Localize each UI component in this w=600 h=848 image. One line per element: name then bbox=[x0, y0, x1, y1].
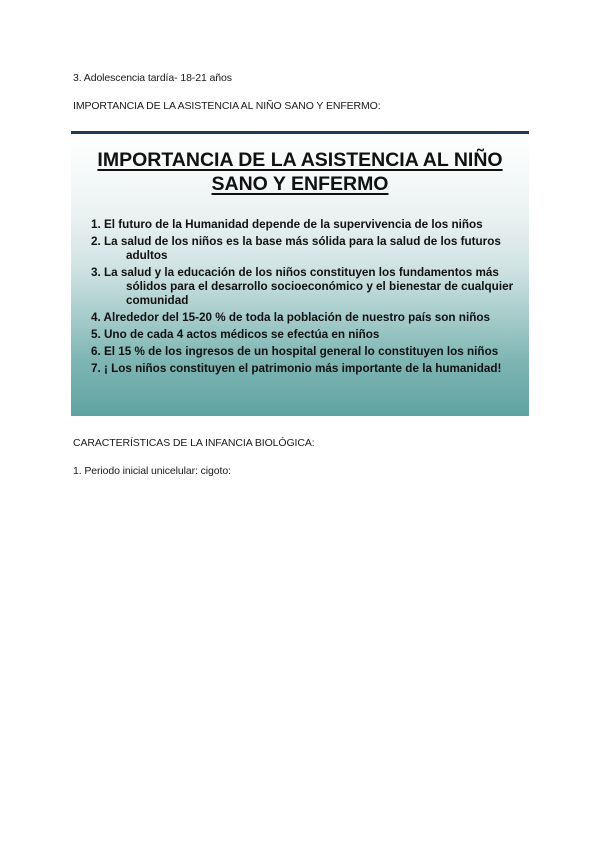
slide-list-item: 6. El 15 % de los ingresos de un hospital general lo constituyen los niños bbox=[91, 345, 499, 358]
slide-list-item: 4. Alrededor del 15-20 % de toda la población de nuestro país son niños bbox=[91, 311, 490, 324]
slide-list bbox=[91, 218, 521, 379]
paragraph-periodo-inicial: 1. Periodo inicial unicelular: cigoto: bbox=[73, 465, 231, 477]
slide-title-line-2: SANO Y ENFERMO bbox=[211, 173, 389, 195]
slide-list-item: 1. El futuro de la Humanidad depende de la supervivencia de los niños bbox=[91, 218, 483, 231]
slide-title-line-1: IMPORTANCIA DE LA ASISTENCIA AL NIÑO bbox=[97, 149, 503, 171]
slide-list-item: 3. La salud y la educación de los niños constituyen los fundamentos más sólidos para el desarrollo socioeconómico y el bienestar de cualquier comunidad bbox=[91, 266, 514, 307]
slide-list-item: 5. Uno de cada 4 actos médicos se efectúa en niños bbox=[91, 328, 380, 341]
paragraph-adolescencia-tardia: 3. Adolescencia tardía- 18-21 años bbox=[73, 72, 232, 84]
paragraph-caracteristicas-heading: CARACTERÍSTICAS DE LA INFANCIA BIOLÓGICA: bbox=[73, 437, 315, 449]
slide-title bbox=[71, 148, 529, 196]
slide-list-item: 2. La salud de los niños es la base más sólida para la salud de los futuros adultos bbox=[91, 235, 501, 262]
paragraph-importancia-heading: IMPORTANCIA DE LA ASISTENCIA AL NIÑO SANO Y ENFERMO: bbox=[73, 100, 381, 112]
slide-list-item: 7. ¡ Los niños constituyen el patrimonio más importante de la humanidad! bbox=[91, 362, 502, 375]
embedded-slide-image bbox=[71, 131, 529, 416]
